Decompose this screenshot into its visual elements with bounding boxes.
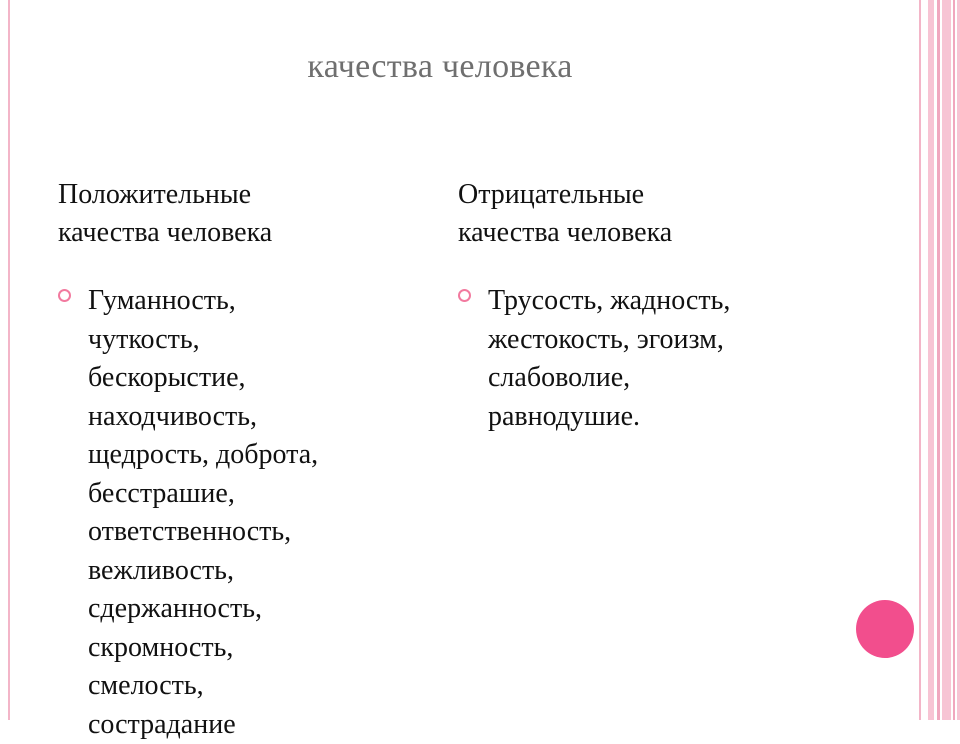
list-item: чуткость, bbox=[88, 321, 448, 360]
decorative-stripe bbox=[937, 0, 940, 720]
column-heading bbox=[58, 176, 448, 252]
list-item: щедрость, доброта, bbox=[88, 436, 448, 475]
hollow-circle-bullet-icon bbox=[458, 289, 471, 302]
list-item: слабоволие, bbox=[488, 359, 878, 398]
decorative-stripe bbox=[919, 0, 921, 720]
list-item: скромность, bbox=[88, 629, 448, 668]
qualities-list bbox=[458, 282, 878, 436]
list-item: бескорыстие, bbox=[88, 359, 448, 398]
list-item: вежливость, bbox=[88, 552, 448, 591]
hollow-circle-bullet-icon bbox=[58, 289, 71, 302]
pink-dot-icon bbox=[856, 600, 914, 658]
list-item: ответственность, bbox=[88, 513, 448, 552]
decorative-stripe bbox=[953, 0, 955, 720]
qualities-list bbox=[58, 282, 448, 744]
list-item: равнодушие. bbox=[488, 398, 878, 437]
list-item: смелость, bbox=[88, 667, 448, 706]
list-item: сдержанность, bbox=[88, 590, 448, 629]
slide-title: качества человека bbox=[0, 48, 880, 86]
column-heading-line: качества человека bbox=[58, 214, 448, 252]
decorative-stripe bbox=[942, 0, 951, 720]
negative-qualities-column bbox=[458, 176, 878, 436]
positive-qualities-column bbox=[58, 176, 448, 744]
list-item: бесстрашие, bbox=[88, 475, 448, 514]
decorative-stripe bbox=[928, 0, 934, 720]
column-heading bbox=[458, 176, 878, 252]
list-item: жестокость, эгоизм, bbox=[488, 321, 878, 360]
list-item: Гуманность, bbox=[88, 282, 448, 321]
left-border-line bbox=[8, 0, 10, 720]
column-heading-line: Отрицательные bbox=[458, 176, 878, 214]
list-item: сострадание bbox=[88, 706, 448, 744]
column-heading-line: Положительные bbox=[58, 176, 448, 214]
column-heading-line: качества человека bbox=[458, 214, 878, 252]
list-item: Трусость, жадность, bbox=[488, 282, 878, 321]
list-item: находчивость, bbox=[88, 398, 448, 437]
